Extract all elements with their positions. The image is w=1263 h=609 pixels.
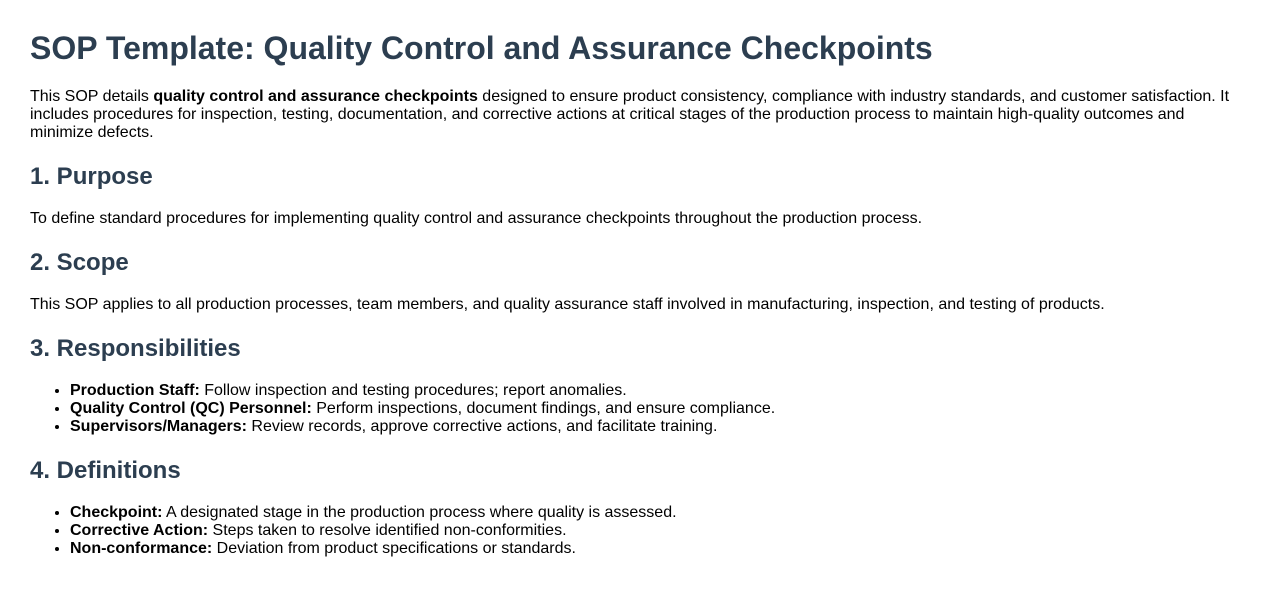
list-item-desc: Deviation from product specifications or standards. xyxy=(212,540,576,557)
list-item-term: Checkpoint: xyxy=(70,504,163,521)
list-item-term: Quality Control (QC) Personnel: xyxy=(70,400,312,417)
purpose-text: To define standard procedures for implementing quality control and assurance checkpoints throughout the production process. xyxy=(30,210,923,227)
list-item-desc: Review records, approve corrective actions, and facilitate training. xyxy=(246,418,718,435)
purpose-heading: 1. Purpose xyxy=(30,163,153,190)
scope-heading: 2. Scope xyxy=(30,249,129,276)
intro-bold-phrase: quality control and assurance checkpoints xyxy=(153,88,478,105)
document-page xyxy=(0,30,1263,558)
list-item-term: Corrective Action: xyxy=(70,522,209,539)
page-title: SOP Template: Quality Control and Assurance Checkpoints xyxy=(30,30,933,66)
definitions-heading: 4. Definitions xyxy=(30,457,181,484)
list-item-desc: A designated stage in the production process where quality is assessed. xyxy=(162,504,677,521)
list-item xyxy=(70,522,1233,540)
intro-text-end: designed to ensure product consistency, compliance with industry standards, and customer satisfaction. It includes procedures for inspection, testing, documentation, and corrective actions at critical stages of the production process to maintain high-quality outcomes and minimize defects. xyxy=(30,88,1230,141)
list-item-term: Supervisors/Managers: xyxy=(70,418,247,435)
list-item-desc: Steps taken to resolve identified non-conformities. xyxy=(208,522,567,539)
list-item xyxy=(70,418,1233,436)
list-item-desc: Follow inspection and testing procedures; report anomalies. xyxy=(199,382,627,399)
list-item-desc: Perform inspections, document findings, and ensure compliance. xyxy=(311,400,776,417)
list-item xyxy=(70,382,1233,400)
list-item xyxy=(70,540,1233,558)
intro-paragraph xyxy=(30,88,1233,142)
scope-text: This SOP applies to all production processes, team members, and quality assurance staff involved in manufacturing, inspection, and testing of products. xyxy=(30,296,1105,313)
list-item-term: Production Staff: xyxy=(70,382,200,399)
list-item xyxy=(70,400,1233,418)
responsibilities-heading: 3. Responsibilities xyxy=(30,335,241,362)
definitions-list xyxy=(30,504,1233,558)
responsibilities-list xyxy=(30,382,1233,436)
list-item-term: Non-conformance: xyxy=(70,540,213,557)
list-item xyxy=(70,504,1233,522)
intro-text-start: This SOP details xyxy=(30,88,154,105)
